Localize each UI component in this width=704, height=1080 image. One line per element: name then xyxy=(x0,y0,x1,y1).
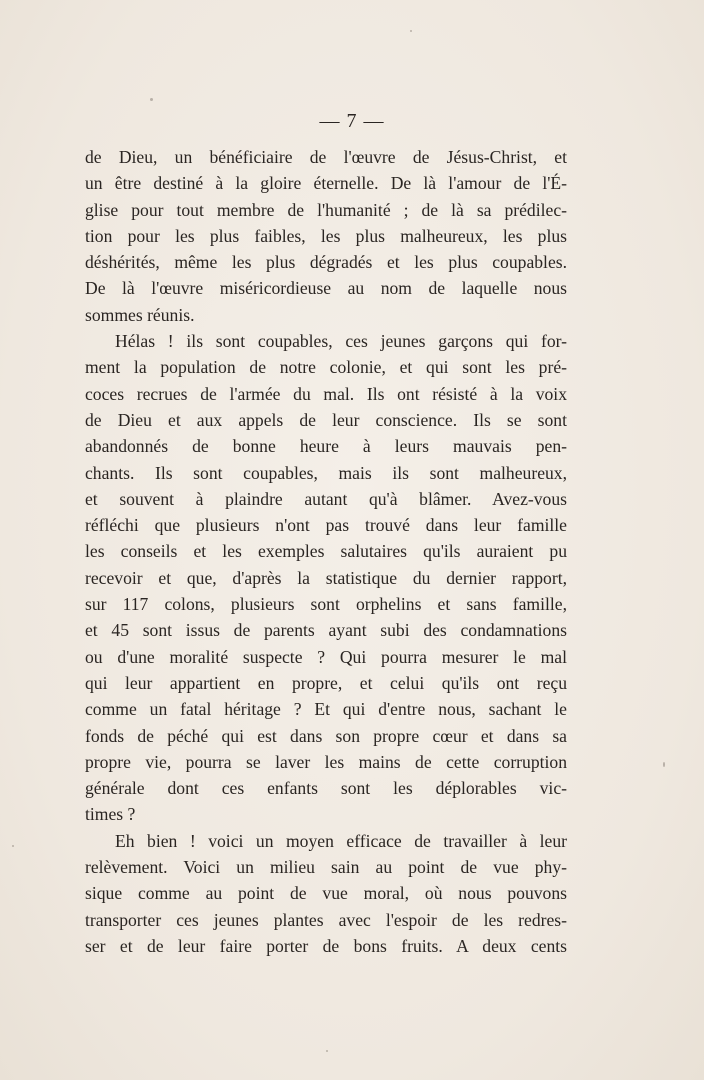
text-line: un être destiné à la gloire éternelle. De là l'amour de l'É- xyxy=(85,173,567,194)
page-number: — 7 — xyxy=(319,110,385,132)
text-line: de Dieu et aux appels de leur conscience. Ils se sont xyxy=(85,409,567,430)
text-line: ment la population de notre colonie, et qui sont les pré- xyxy=(85,357,567,378)
text-line: les conseils et les exemples salutaires qu'ils auraient pu xyxy=(85,541,567,562)
paper-speck xyxy=(326,1050,328,1052)
text-line: Hélas ! ils sont coupables, ces jeunes garçons qui for- xyxy=(115,331,567,352)
text-line: de Dieu, un bénéficiaire de l'œuvre de Jésus-Christ, et xyxy=(85,147,567,167)
text-line: et souvent à plaindre autant qu'à blâmer. Avez-vous xyxy=(85,488,567,509)
text-line: qui leur appartient en propre, et celui qu'ils ont reçu xyxy=(85,672,567,693)
text-line: times ? xyxy=(85,804,136,825)
body-text xyxy=(85,144,567,959)
text-line: recevoir et que, d'après la statistique du dernier rapport, xyxy=(85,567,567,588)
text-line: générale dont ces enfants sont les déplorables vic- xyxy=(85,778,567,799)
text-line: sur 117 colons, plusieurs sont orphelins et sans famille, xyxy=(85,594,567,615)
text-line: abandonnés de bonne heure à leurs mauvais pen- xyxy=(85,436,567,457)
paper-speck xyxy=(150,98,153,101)
text-line: sique comme au point de vue moral, où nous pouvons xyxy=(85,883,567,904)
text-line: Eh bien ! voici un moyen efficace de travailler à leur xyxy=(115,830,567,851)
text-line: déshérités, même les plus dégradés et les plus coupables. xyxy=(85,252,567,273)
text-line: ou d'une moralité suspecte ? Qui pourra mesurer le mal xyxy=(85,646,567,667)
text-line: ser et de leur faire porter de bons fruits. A deux cents xyxy=(85,935,567,956)
text-line: chants. Ils sont coupables, mais ils sont malheureux, xyxy=(85,462,567,483)
text-line: tion pour les plus faibles, les plus malheureux, les plus xyxy=(85,225,567,246)
text-line: réfléchi que plusieurs n'ont pas trouvé dans leur famille xyxy=(85,515,567,536)
text-line: sommes réunis. xyxy=(85,304,195,325)
text-line: propre vie, pourra se laver les mains de cette corruption xyxy=(85,751,567,772)
text-line: transporter ces jeunes plantes avec l'espoir de les redres- xyxy=(85,909,567,930)
text-line: De là l'œuvre miséricordieuse au nom de laquelle nous xyxy=(85,278,567,299)
paper-speck xyxy=(12,845,14,847)
paper-speck xyxy=(410,30,412,32)
text-line: glise pour tout membre de l'humanité ; de là sa prédilec- xyxy=(85,199,567,220)
text-line: coces recrues de l'armée du mal. Ils ont résisté à la voix xyxy=(85,383,567,404)
text-line: relèvement. Voici un milieu sain au point de vue phy- xyxy=(85,857,567,878)
paper-speck xyxy=(663,762,665,767)
text-line: fonds de péché qui est dans son propre cœur et dans sa xyxy=(85,725,567,746)
text-line: et 45 sont issus de parents ayant subi des condamnations xyxy=(85,620,567,641)
text-line: comme un fatal héritage ? Et qui d'entre nous, sachant le xyxy=(85,699,567,720)
